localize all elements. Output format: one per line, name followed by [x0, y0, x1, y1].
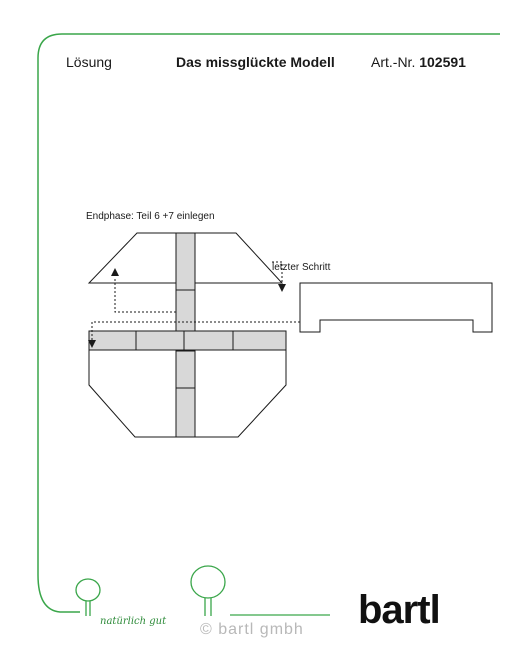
- page-title: Das missglückte Modell: [176, 54, 335, 70]
- last-step-label: letzter Schritt: [272, 262, 331, 273]
- brand-logo: bartl: [358, 588, 440, 632]
- small-tree-icon: [76, 579, 100, 601]
- large-tree-icon: [191, 566, 225, 598]
- article-prefix: Art.-Nr.: [371, 54, 416, 70]
- copyright-watermark: © bartl gmbh: [200, 621, 304, 638]
- solution-label: Lösung: [66, 54, 112, 70]
- endphase-label: Endphase: Teil 6 +7 einlegen: [86, 211, 215, 222]
- tagline: natürlich gut: [100, 616, 167, 627]
- article-number-value: 102591: [419, 54, 466, 70]
